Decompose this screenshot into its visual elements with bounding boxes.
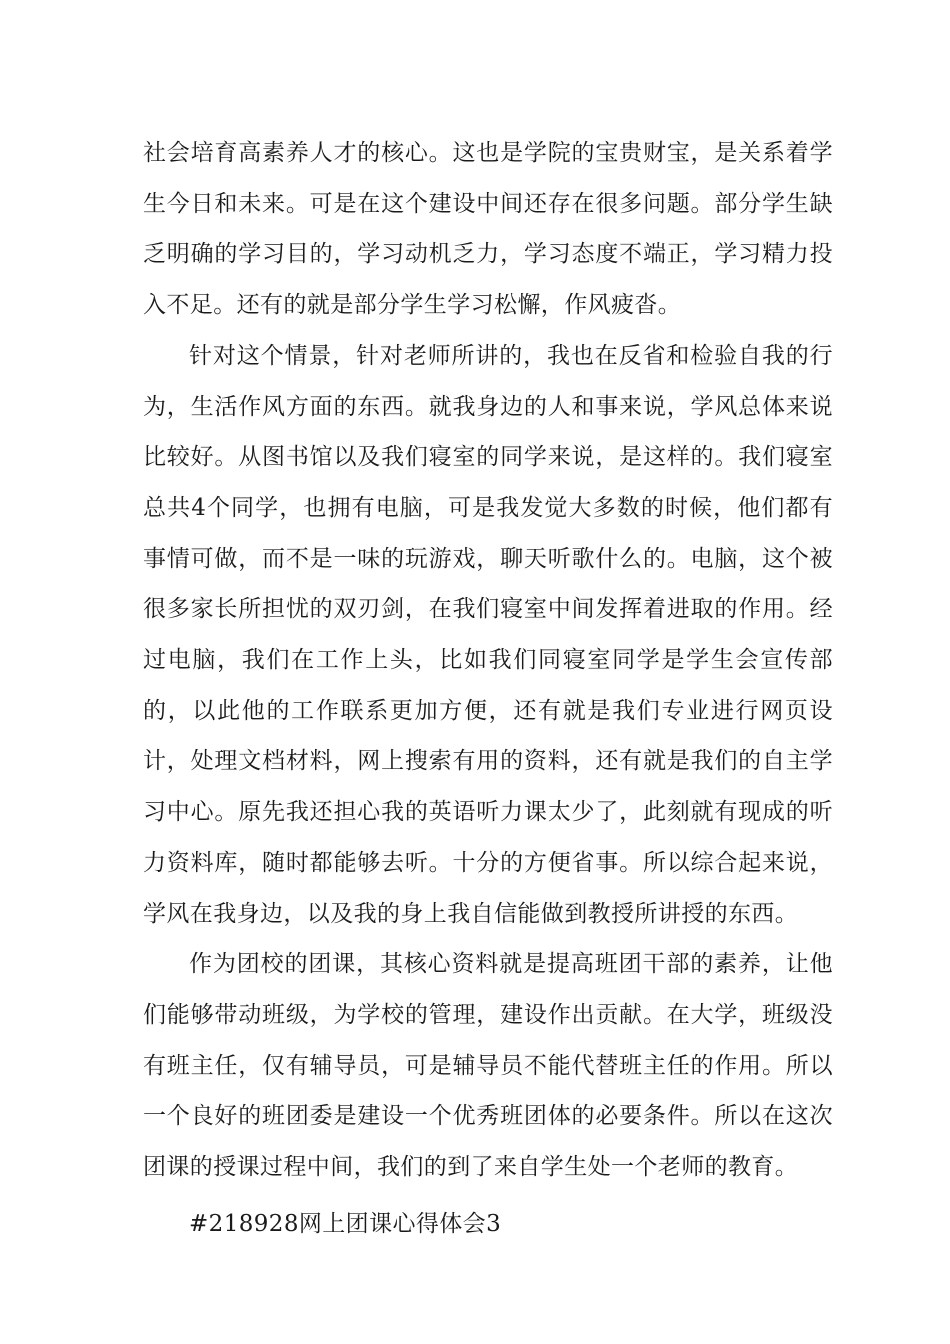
paragraph-league-class: 作为团校的团课，其核心资料就是提高班团干部的素养，让他们能够带动班级，为学校的管理，建设作出贡献。在大学，班级没有班主任，仅有辅导员，可是辅导员不能代替班主任的作用。所以一个良好的班团委是建设一个优秀班团体的必要条件。所以在这次团课的授课过程中间，我们的到了来自学生处一个老师的教育。 <box>143 951 833 1181</box>
document-body <box>143 128 833 1249</box>
paragraph-dorm-study-style: 针对这个情景，针对老师所讲的，我也在反省和检验自我的行为，生活作风方面的东西。就我身边的人和事来说，学风总体来说比较好。从图书馆以及我们寝室的同学来说，是这样的。我们寝室总共4个同学，也拥有电脑，可是我发觉大多数的时候，他们都有事情可做，而不是一味的玩游戏，聊天听歌什么的。电脑，这个被很多家长所担忧的双刃剑，在我们寝室中间发挥着进取的作用。经过电脑，我们在工作上头，比如我们同寝室同学是学生会宣传部的，以此他的工作联系更加方便，还有就是我们专业进行网页设计，处理文档材料，网上搜索有用的资料，还有就是我们的自主学习中心。原先我还担心我的英语听力课太少了，此刻就有现成的听力资料库，随时都能够去听。十分的方便省事。所以综合起来说，学风在我身边，以及我的身上我自信能做到教授所讲授的东西。 <box>143 342 833 927</box>
paragraph-continuation: 社会培育高素养人才的核心。这也是学院的宝贵财宝，是关系着学生今日和未来。可是在这个建设中间还存在很多问题。部分学生缺乏明确的学习目的，学习动机乏力，学习态度不端正，学习精力投入不足。还有的就是部分学生学习松懈，作风疲沓。 <box>143 140 833 319</box>
section-heading: #218928网上团课心得体会3 <box>189 1210 502 1237</box>
